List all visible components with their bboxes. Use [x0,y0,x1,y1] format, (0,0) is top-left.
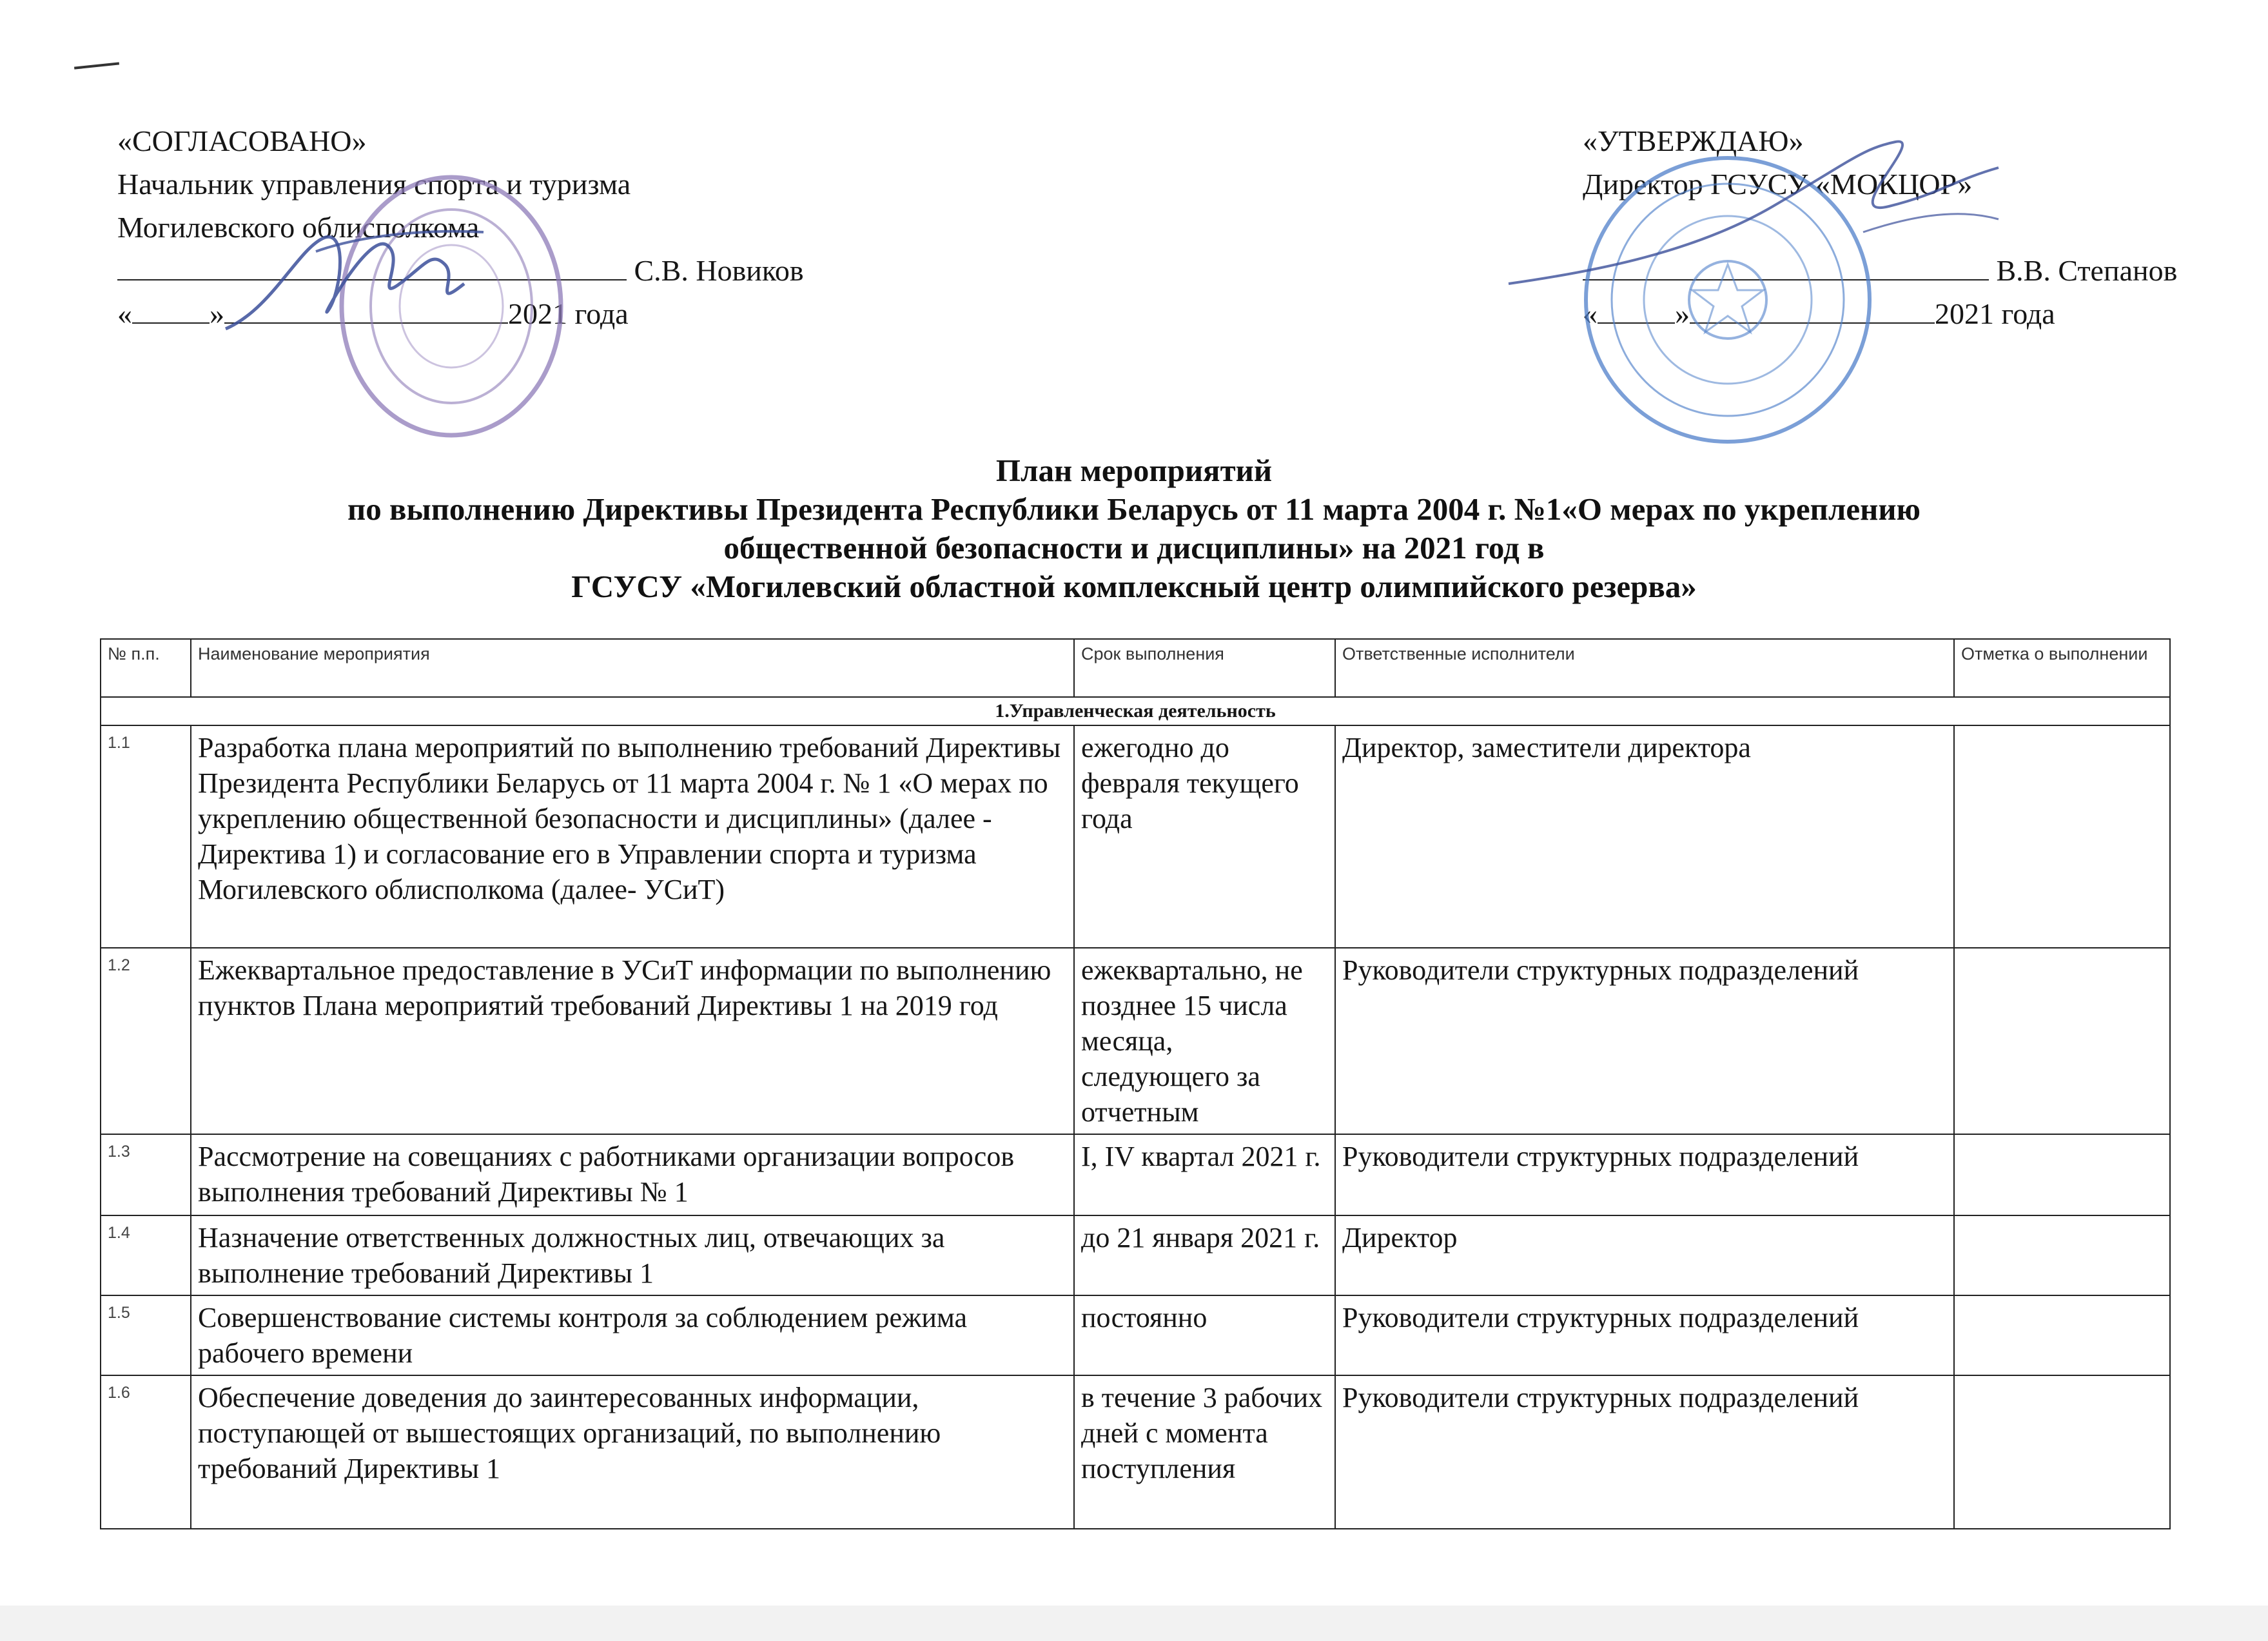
row-num: 1.2 [101,948,191,1134]
row-mark [1954,1134,2170,1215]
date-year: 2021 года [1935,297,2055,330]
date-year: 2021 года [508,297,629,330]
row-num: 1.6 [101,1375,191,1529]
date-quote-close: » [210,297,224,330]
row-responsible: Директор, заместители директора [1335,725,1954,948]
date-quote-open: « [1583,297,1598,330]
document-title [0,451,2268,606]
table-row [101,725,2170,948]
row-mark [1954,1295,2170,1375]
title-line-1: План мероприятий [995,453,1273,488]
header-mark: Отметка о выполнении [1954,639,2170,697]
row-responsible: Руководители структурных подразделений [1335,1375,1954,1529]
row-term: постоянно [1074,1295,1335,1375]
row-name: Назначение ответственных должностных лиц, отвечающих за выполнение требований Директивы 1 [191,1215,1074,1295]
right-signature [1502,129,2005,297]
table-row [101,948,2170,1134]
header-name: Наименование мероприятия [191,639,1074,697]
approval-right-position: Директор ГСУСУ «МОКЦОР» [1583,168,1973,201]
row-term: в течение 3 рабочих дней с момента поступления [1074,1375,1335,1529]
row-responsible: Руководители структурных подразделений [1335,948,1954,1134]
section-row [101,697,2170,725]
row-num: 1.3 [101,1134,191,1215]
date-quote-close: » [1675,297,1690,330]
section-title: 1.Управленческая деятельность [101,697,2170,725]
approval-left-name: С.В. Новиков [634,254,804,287]
approval-left-position-1: Начальник управления спорта и туризма [117,168,631,201]
plan-table [100,638,2171,1529]
row-term: ежеквартально, не позднее 15 числа месяца, следующего за отчетным [1074,948,1335,1134]
row-mark [1954,948,2170,1134]
row-name: Обеспечение доведения до заинтересованных информации, поступающей от вышестоящих организаций, по выполнению требований Директивы 1 [191,1375,1074,1529]
row-term: I, IV квартал 2021 г. [1074,1134,1335,1215]
header-responsible: Ответственные исполнители [1335,639,1954,697]
row-responsible: Директор [1335,1215,1954,1295]
row-responsible: Руководители структурных подразделений [1335,1134,1954,1215]
row-mark [1954,725,2170,948]
approval-right-label: «УТВЕРЖДАЮ» [1583,124,1804,157]
row-mark [1954,1375,2170,1529]
scan-bottom-edge [0,1606,2268,1641]
header-term: Срок выполнения [1074,639,1335,697]
row-num: 1.1 [101,725,191,948]
title-line-3: общественной безопасности и дисциплины» на 2021 год в [723,530,1545,565]
approval-left-label: «СОГЛАСОВАНО» [117,124,367,157]
date-day-blank [132,293,210,324]
row-term: до 21 января 2021 г. [1074,1215,1335,1295]
row-mark [1954,1215,2170,1295]
row-num: 1.5 [101,1295,191,1375]
table-row [101,1215,2170,1295]
title-line-4: ГСУСУ «Могилевский областной комплексный центр олимпийского резерва» [571,569,1697,604]
row-name: Совершенствование системы контроля за соблюдением режима рабочего времени [191,1295,1074,1375]
approval-left-position-2: Могилевского облисполкома [117,211,480,244]
row-name: Разработка плана мероприятий по выполнению требований Директивы Президента Республики Беларусь от 11 марта 2004 г. № 1 «О мерах по укреплению общественной безопасности и дисциплины» (далее - Директива 1) и согласование его в Управлении спорта и туризма Могилевского облисполкома (далее- УСиТ) [191,725,1074,948]
row-num: 1.4 [101,1215,191,1295]
scan-mark [74,62,119,69]
row-name: Рассмотрение на совещаниях с работниками организации вопросов выполнения требований Директивы № 1 [191,1134,1074,1215]
table-header-row [101,639,2170,697]
approval-right-name: В.В. Степанов [1996,254,2178,287]
table-row [101,1375,2170,1529]
date-quote-open: « [117,297,132,330]
title-line-2: по выполнению Директивы Президента Республики Беларусь от 11 марта 2004 г. №1«О мерах по укреплению [347,491,1921,527]
table-row [101,1134,2170,1215]
row-responsible: Руководители структурных подразделений [1335,1295,1954,1375]
row-term: ежегодно до февраля текущего года [1074,725,1335,948]
header-num: № п.п. [101,639,191,697]
row-name: Ежеквартальное предоставление в УСиТ информации по выполнению пунктов Плана мероприятий требований Директивы 1 на 2019 год [191,948,1074,1134]
table-row [101,1295,2170,1375]
left-signature [219,213,490,335]
